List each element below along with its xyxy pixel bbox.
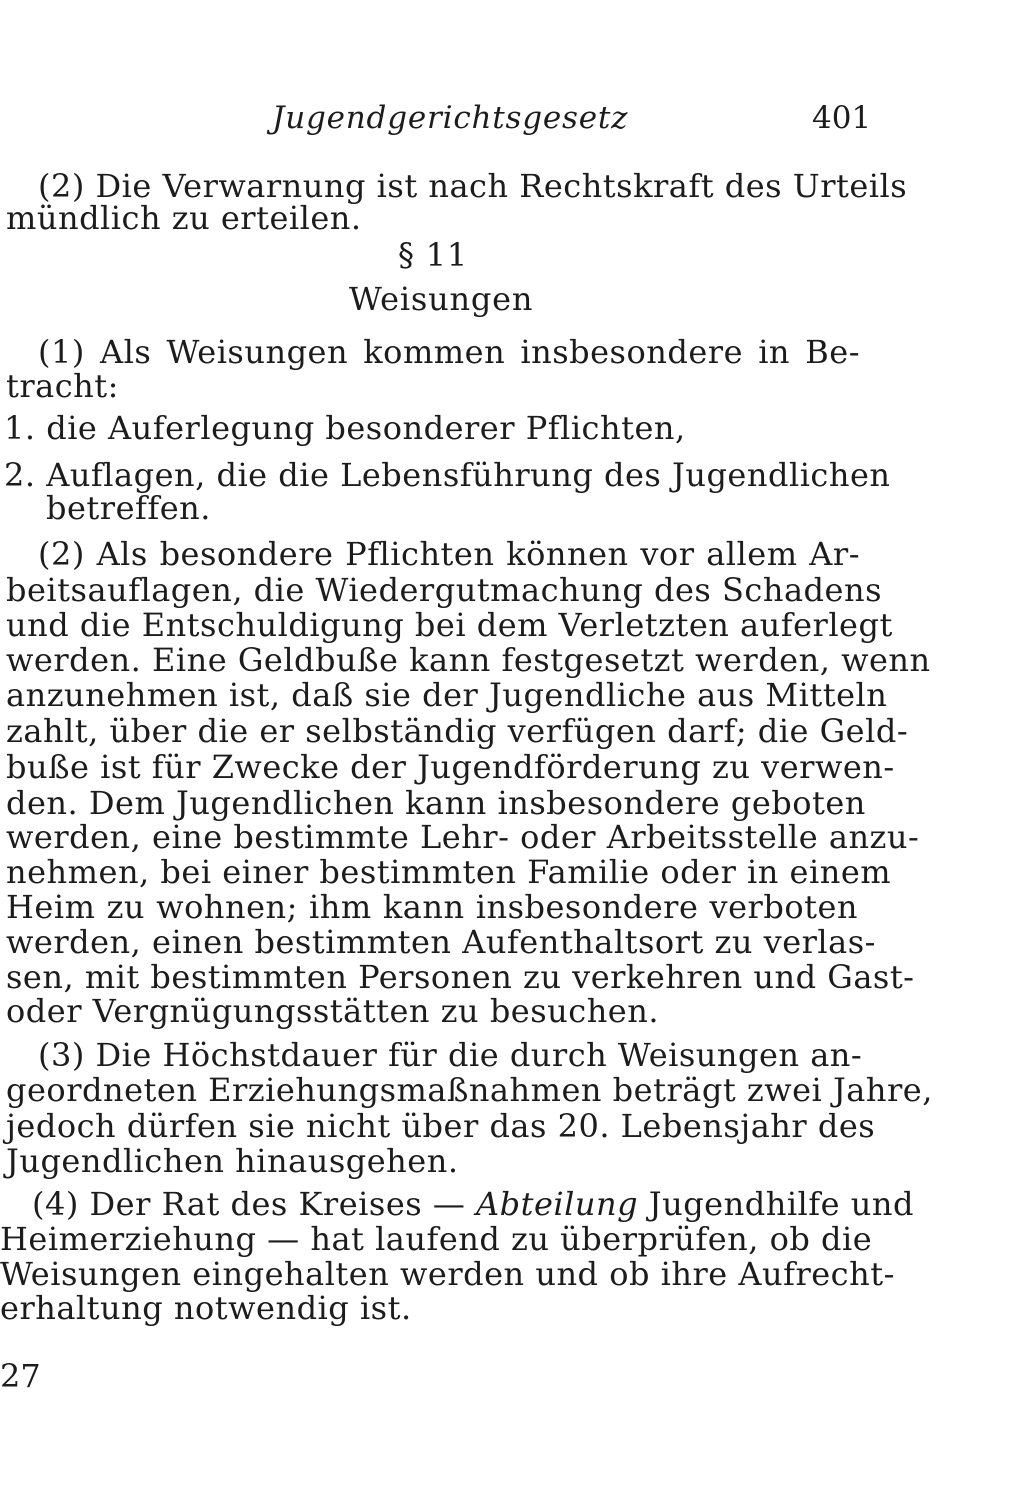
paragraph-line: jedoch dürfen sie nicht über das 20. Lebensjahr des xyxy=(6,1107,876,1145)
italic-term: Abteilung xyxy=(476,1185,639,1223)
list-item-continuation: betreffen. xyxy=(46,489,211,527)
page-number: 401 xyxy=(812,100,872,136)
signature-mark: 27 xyxy=(0,1357,41,1395)
paragraph-line: anzunehmen ist, daß sie der Jugendliche aus Mitteln xyxy=(6,676,888,714)
paragraph-line: den. Dem Jugendlichen kann insbesondere geboten xyxy=(6,784,866,822)
paragraph-line: geordneten Erziehungsmaßnahmen beträgt zwei Jahre, xyxy=(6,1071,933,1109)
paragraph-line: werden, eine bestimmte Lehr- oder Arbeitsstelle anzu- xyxy=(6,818,920,856)
paragraph-text: Jugendhilfe und xyxy=(638,1185,914,1223)
paragraph-line: Heim zu wohnen; ihm kann insbesondere verboten xyxy=(6,888,858,926)
running-header-title: Jugendgerichtsgesetz xyxy=(272,100,629,136)
paragraph-line: tracht: xyxy=(6,367,119,405)
paragraph-line: sen, mit bestimmten Personen zu verkehren und Gast- xyxy=(6,958,915,996)
paragraph-line: zahlt, über die er selbständig verfügen darf; die Geld- xyxy=(6,712,909,750)
paragraph-line: buße ist für Zwecke der Jugendförderung zu verwen- xyxy=(6,748,895,786)
paragraph-line: (1) Als Weisungen kommen insbesondere in Be- xyxy=(38,333,860,371)
list-item: 1. die Auferlegung besonderer Pflichten, xyxy=(4,409,686,447)
list-item: 2. Auflagen, die die Lebensführung des Jugendlichen xyxy=(4,456,891,494)
paragraph-line: oder Vergnügungsstätten zu besuchen. xyxy=(6,992,660,1030)
paragraph-line: (2) Die Verwarnung ist nach Rechtskraft des Urteils xyxy=(38,167,908,205)
paragraph-line: erhaltung notwendig ist. xyxy=(0,1289,412,1327)
section-number: § 11 xyxy=(398,236,469,274)
paragraph-line: mündlich zu erteilen. xyxy=(6,199,362,237)
paragraph-line: werden. Eine Geldbuße kann festgesetzt werden, wenn xyxy=(6,641,931,679)
paragraph-line: Weisungen eingehalten werden und ob ihre Aufrecht- xyxy=(0,1255,895,1293)
paragraph-line: Heimerziehung — hat laufend zu überprüfen, ob die xyxy=(0,1220,873,1258)
paragraph-text: (4) Der Rat des Kreises — xyxy=(32,1185,477,1223)
paragraph-line: und die Entschuldigung bei dem Verletzten auferlegt xyxy=(6,606,893,644)
paragraph-line: werden, einen bestimmten Aufenthaltsort zu verlas- xyxy=(6,923,876,961)
paragraph-line: Jugendlichen hinausgehen. xyxy=(6,1142,459,1180)
paragraph-line: (2) Als besondere Pflichten können vor allem Ar- xyxy=(38,535,860,573)
paragraph-line: nehmen, bei einer bestimmten Familie oder in einem xyxy=(6,853,892,891)
paragraph-line: beitsauflagen, die Wiedergutmachung des Schadens xyxy=(6,571,882,609)
paragraph-line xyxy=(32,1185,914,1223)
paragraph-line: (3) Die Höchstdauer für die durch Weisungen an- xyxy=(38,1036,863,1074)
section-title: Weisungen xyxy=(349,280,534,318)
